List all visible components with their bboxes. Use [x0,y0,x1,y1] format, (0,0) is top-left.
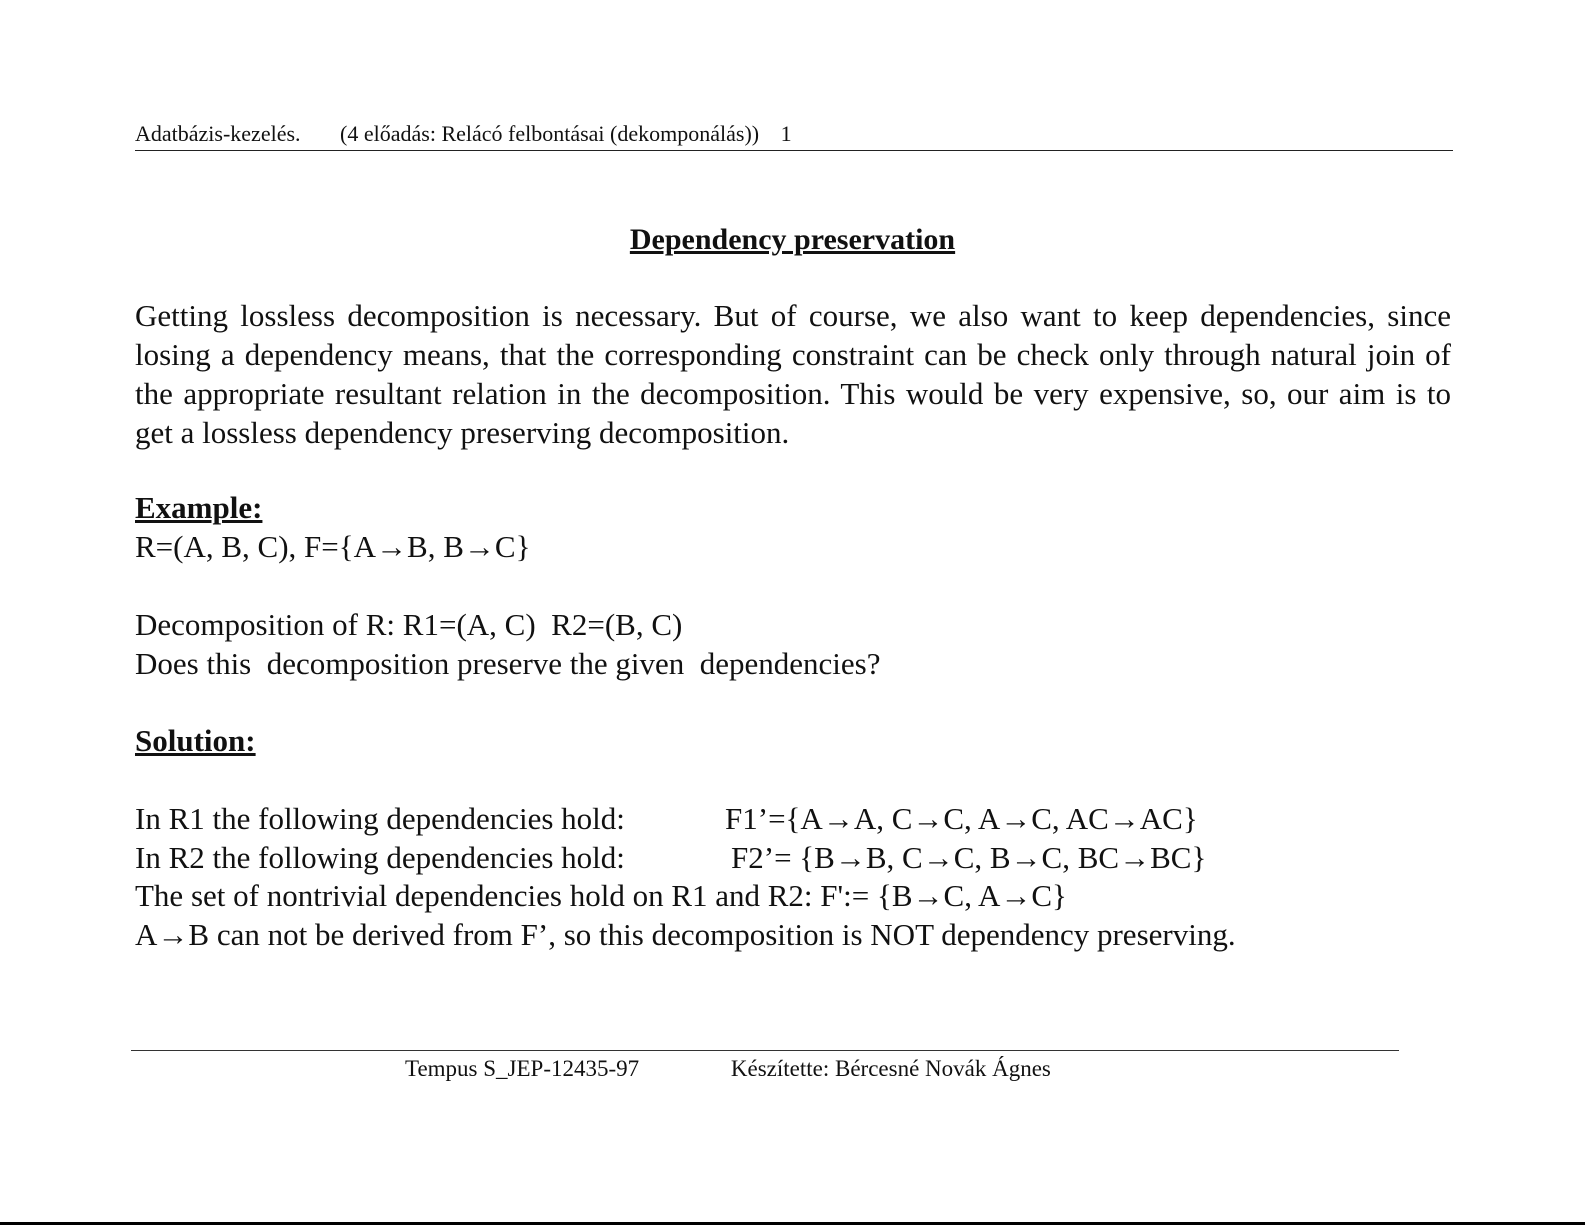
nontrivial-dependencies: The set of nontrivial dependencies hold on R1 and R2: F':= {B→C, A→C} [135,878,1067,913]
page-title: Dependency preservation [629,223,956,256]
page-header [135,120,1453,151]
page-footer [405,1054,1051,1084]
r1-dependencies-label: In R1 the following dependencies hold: [135,801,625,836]
example-relation: R=(A, B, C), F={A→B, B→C} [135,529,531,564]
r2-dependencies-row [135,838,1206,877]
footer-project: Tempus S_JEP-12435-97 [405,1056,640,1081]
intro-paragraph: Getting lossless decomposition is necessary. But of course, we also want to keep dependencies, since losing a dependency means, that the corresponding constraint can be check only through natural join of the appropriate resultant relation in the decomposition. This would be very expensive, so, our aim is to get a lossless dependency preserving decomposition. [135,298,1451,450]
footer-divider [131,1050,1399,1051]
header-lecture: (4 előadás: Relácó felbontásai (dekomponálás)) [340,121,760,146]
header-course: Adatbázis-kezelés. [135,121,301,146]
r2-dependency-set: F2’= {B→B, C→C, B→C, BC→BC} [731,840,1207,875]
solution-conclusion: A→B can not be derived from F’, so this decomposition is NOT dependency preserving. [135,917,1236,952]
header-page-number: 1 [780,121,792,146]
example-question: Does this decomposition preserve the given dependencies? [135,646,881,681]
r1-dependencies-row [135,799,1198,838]
r1-dependency-set: F1’={A→A, C→C, A→C, AC→AC} [725,801,1198,836]
example-heading: Example: [135,490,263,525]
footer-author: Készítette: Bércesné Novák Ágnes [730,1056,1051,1081]
solution-heading: Solution: [135,723,256,758]
r2-dependencies-label: In R2 the following dependencies hold: [135,840,625,875]
example-decomposition: Decomposition of R: R1=(A, C) R2=(B, C) [135,607,683,642]
